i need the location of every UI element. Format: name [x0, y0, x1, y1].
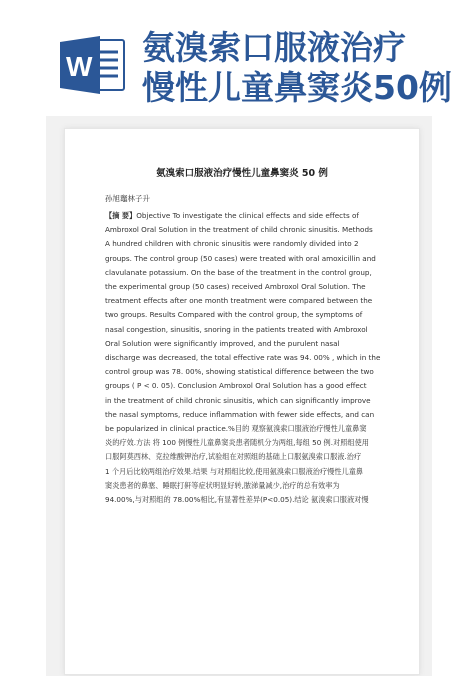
abstract-line: 94.00%,与对照组的 78.00%相比,有显著性差异(P<0.05).结论 氨溴索口服液对慢 [105, 495, 369, 505]
abstract-line: two groups. Results Compared with the control group, the symptoms of [105, 310, 363, 320]
word-icon [60, 34, 126, 96]
abstract-line: the nasal symptoms, reduce inflammation with fewer side effects, and can [105, 409, 375, 419]
abstract-line: nasal congestion, sinusitis, snoring in the patients treated with Ambroxol [105, 324, 368, 334]
header [0, 0, 474, 118]
abstract-line: 口服阿莫西林、克拉维酸钾治疗,试验组在对照组的基础上口服氨溴索口服液.治疗 [105, 452, 362, 462]
abstract-line: 1 个月后比较两组治疗效果.结果 与对照组比较,使用氨溴索口服液治疗慢性儿童鼻 [105, 466, 364, 476]
svg-text:W: W [66, 51, 93, 82]
abstract-line: Ambroxol Oral Solution in the treatment of child chronic sinusitis. Methods [105, 225, 373, 235]
abstract-line: groups ( P < 0. 05). Conclusion Ambroxol Oral Solution has a good effect [105, 381, 367, 391]
abstract-line: groups. The control group (50 cases) were treated with oral amoxicillin and [105, 253, 376, 263]
document-title: 氨溴索口服液治疗慢性儿童鼻窦炎 50 例 [156, 168, 328, 179]
abstract-line: 窦炎患者的鼻塞、睡眠打鼾等症状明显好转,脓涕量减少,治疗的总有效率为 [105, 480, 340, 490]
abstract-line: control group was 78. 00%, showing statistical difference between the two [105, 367, 374, 377]
abstract-line: Oral Solution were significantly improved, and the purulent nasal [105, 338, 340, 348]
abstract-line [105, 209, 405, 223]
abstract-line: A hundred children with chronic sinusitis were randomly divided into 2 [105, 239, 359, 249]
abstract-block [105, 209, 405, 507]
abstract-line: clavulanate potassium. On the base of the treatment in the control group, [105, 267, 372, 277]
abstract-line: the experimental group (50 cases) received Ambroxol Oral Solution. The [105, 282, 366, 292]
abstract-line: treatment effects after one month treatment were compared between the [105, 296, 373, 306]
document-page [64, 128, 420, 675]
title-line-2: 慢性儿童鼻窦炎50例 [142, 68, 452, 107]
abstract-line: in the treatment of child chronic sinusitis, which can significantly improve [105, 395, 371, 405]
abstract-line: be popularized in clinical practice.%目的 观察氨溴索口服液治疗慢性儿童鼻窦 [105, 424, 367, 434]
document-authors: 孙旭竈林子升 [105, 194, 150, 203]
abstract-line: discharge was decreased, the total effective rate was 94. 00% , which in the [105, 353, 381, 363]
title-line-1: 氨溴索口服液治疗 [142, 28, 406, 67]
abstract-line: 炎的疗效.方法 将 100 例慢性儿童鼻窦炎患者随机分为两组,每组 50 例.对照组使用 [105, 438, 369, 448]
abstract-label: 【摘 要】 [105, 211, 137, 220]
abstract-text: Objective To investigate the clinical effects and side effects of [136, 211, 359, 220]
page-title [142, 28, 467, 108]
